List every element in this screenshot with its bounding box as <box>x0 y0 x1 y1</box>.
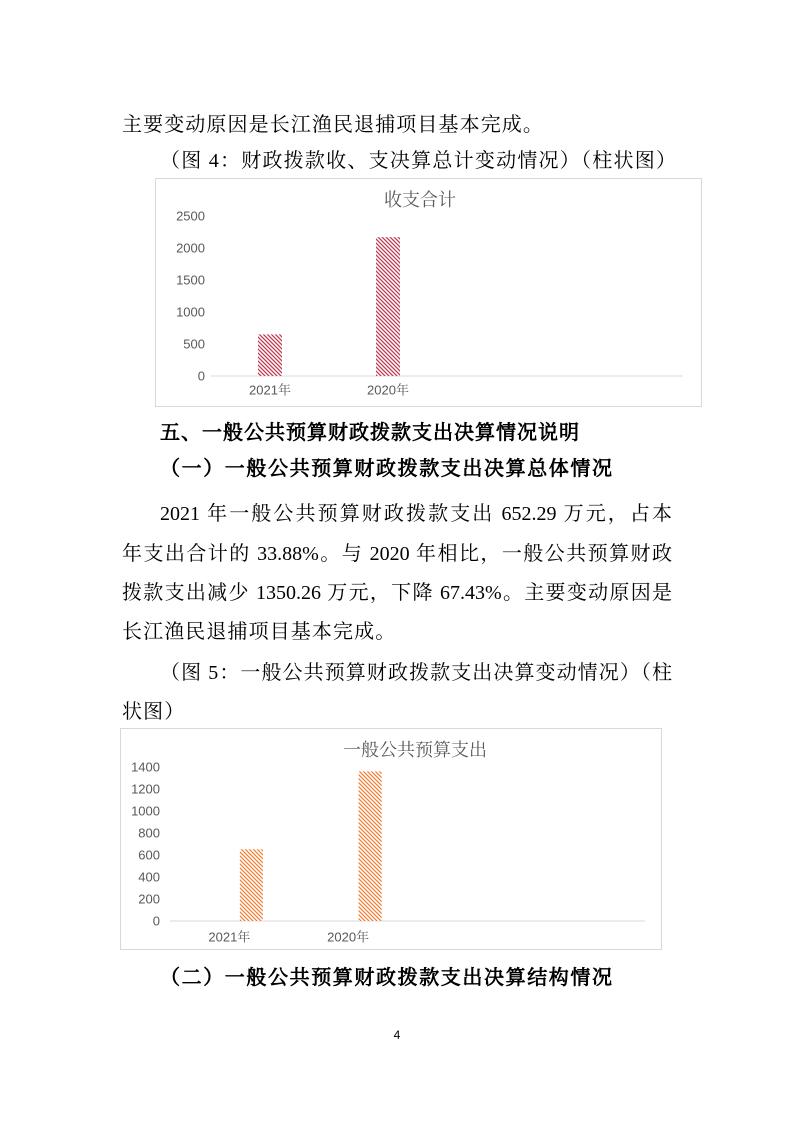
page-number: 4 <box>393 1028 401 1042</box>
bar-2021 <box>258 334 282 376</box>
bar-2020 <box>359 771 382 921</box>
chart-title: 收支合计 <box>384 190 456 210</box>
paragraph-line: 拨款支出减少 1350.26 万元，下降 67.43%。主要变动原因是 <box>122 582 672 604</box>
section-heading: 五、一般公共预算财政拨款支出决算情况说明 <box>160 422 580 444</box>
figure-5-caption-line: （图 5：一般公共预算财政拨款支出决算变动情况）（柱 <box>160 662 672 684</box>
y-tick-label: 200 <box>138 891 160 907</box>
subsection-heading-1: （一）一般公共预算财政拨款支出决算总体情况 <box>160 458 614 480</box>
y-tick-label: 2500 <box>176 208 205 224</box>
y-tick-label: 500 <box>183 336 205 352</box>
bar-2021 <box>240 849 263 921</box>
chart-general-budget-expenditure <box>120 728 662 950</box>
x-tick-label: 2021年 <box>249 382 291 398</box>
x-tick-label: 2020年 <box>367 382 409 398</box>
paragraph-line: 长江渔民退捕项目基本完成。 <box>122 621 397 643</box>
chart-border <box>156 179 702 407</box>
paragraph-line: 2021 年一般公共预算财政拨款支出 652.29 万元，占本 <box>160 503 672 525</box>
y-tick-label: 0 <box>197 368 205 384</box>
y-tick-label: 600 <box>138 847 160 863</box>
chart-total-svg <box>155 178 702 407</box>
y-tick-label: 1000 <box>176 304 205 320</box>
y-tick-label: 2000 <box>176 240 205 256</box>
bar-2020 <box>376 237 400 376</box>
chart-budget-svg <box>120 728 662 950</box>
chart-title: 一般公共预算支出 <box>343 740 487 760</box>
y-tick-label: 0 <box>152 913 160 929</box>
y-tick-label: 1500 <box>176 272 205 288</box>
chart-border <box>121 729 662 950</box>
y-tick-label: 800 <box>138 825 160 841</box>
chart-total-income-expenditure <box>155 178 702 407</box>
figure-4-caption: （图 4：财政拨款收、支决算总计变动情况）（柱状图） <box>160 150 676 172</box>
y-tick-label: 400 <box>138 869 160 885</box>
paragraph-line: 年支出合计的 33.88%。与 2020 年相比，一般公共预算财政 <box>122 543 672 565</box>
subsection-heading-2: （二）一般公共预算财政拨款支出决算结构情况 <box>160 967 614 989</box>
y-tick-label: 1200 <box>131 781 160 797</box>
x-tick-label: 2020年 <box>327 929 370 945</box>
y-tick-label: 1400 <box>131 759 160 775</box>
x-tick-label: 2021年 <box>208 929 251 945</box>
figure-5-caption-line: 状图） <box>122 701 186 723</box>
paragraph-tail-line: 主要变动原因是长江渔民退捕项目基本完成。 <box>122 114 544 136</box>
y-tick-label: 1000 <box>131 803 160 819</box>
